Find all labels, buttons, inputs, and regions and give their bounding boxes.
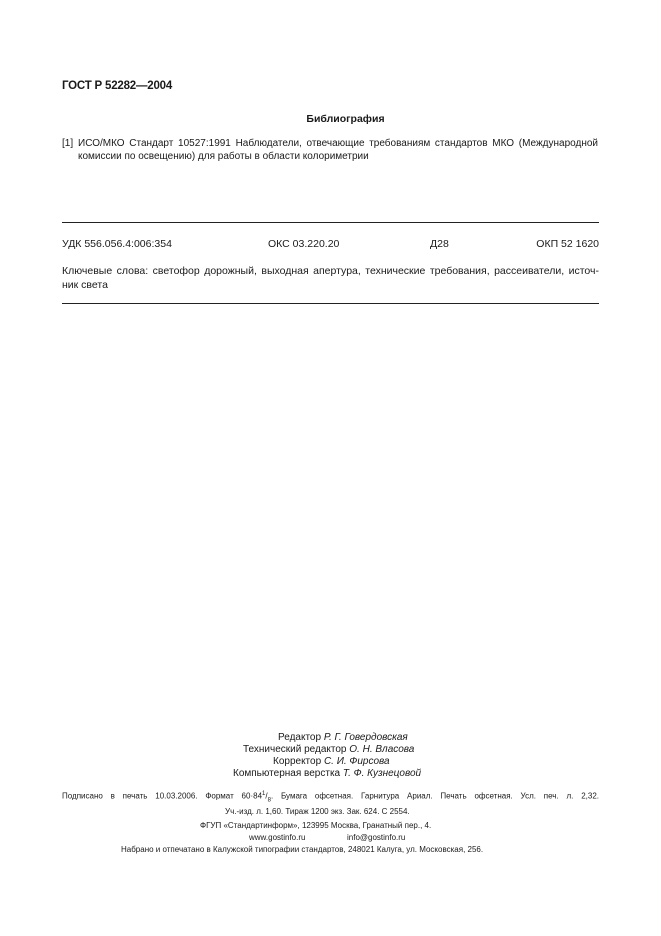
format-sup: 1 bbox=[262, 791, 266, 797]
okp-code: ОКП 52 1620 bbox=[536, 238, 599, 250]
classification-row bbox=[62, 238, 599, 252]
oks-code: ОКС 03.220.20 bbox=[268, 238, 340, 250]
d-code: Д28 bbox=[430, 238, 449, 250]
tech-editor-name: О. Н. Власова bbox=[349, 744, 415, 755]
print-signed-suffix: . Бумага офсетная. Гарнитура Ариал. Печать офсетная. Усл. печ. л. 2,32. bbox=[270, 791, 599, 801]
layout-name: Т. Ф. Кузнецовой bbox=[342, 768, 422, 779]
bibliography-entry bbox=[62, 137, 598, 163]
bibliography-entry-number: [1] bbox=[62, 138, 74, 149]
editor-label: Редактор bbox=[278, 732, 322, 743]
print-info-line-1: Подписано в печать 10.03.2006. Формат $60\cdot 84^1/_8$. Бумага офсетная. Гарнитура Ариал. Печать офсетная. Усл. печ. л. 2,32. bbox=[62, 791, 599, 804]
editor-name: Р. Г. Говердовская bbox=[323, 732, 408, 743]
document-code: ГОСТ Р 52282—2004 bbox=[62, 80, 173, 92]
print-signed-prefix: Подписано в печать 10.03.2006. Формат 60·84 bbox=[62, 791, 263, 801]
bibliography-title: Библиография bbox=[306, 113, 385, 125]
print-info-block bbox=[62, 788, 599, 818]
publisher-address: ФГУП «Стандартинформ», 123995 Москва, Гранатный пер., 4. bbox=[200, 821, 432, 830]
bottom-divider bbox=[62, 303, 599, 304]
keywords-block bbox=[62, 264, 599, 292]
keywords-line-1: Ключевые слова: светофор дорожный, выходная апертура, технические требования, рассеиватели, источ- bbox=[62, 265, 599, 277]
keywords-line-2: ник света bbox=[62, 279, 108, 291]
corrector-label: Корректор bbox=[273, 756, 322, 767]
tech-editor-label: Технический редактор bbox=[243, 744, 347, 755]
top-divider bbox=[62, 222, 599, 223]
printing-house: Набрано и отпечатано в Калужской типографии стандартов, 248021 Калуга, ул. Московская, 256. bbox=[121, 845, 484, 854]
publisher-email: info@gostinfo.ru bbox=[347, 833, 406, 842]
layout-label: Компьютерная верстка bbox=[233, 768, 341, 779]
corrector-name: С. И. Фирсова bbox=[323, 756, 390, 767]
format-sub: 8 bbox=[267, 797, 271, 804]
print-info-line-2: Уч.-изд. л. 1,60. Тираж 1200 экз. Зак. 624. С 2554. bbox=[225, 807, 410, 817]
bibliography-entry-text: ИСО/МКО Стандарт 10527:1991 Наблюдатели, отвечающие требованиям стандартов МКО (Международной комиссии по освещению) для работы в области колориметрии bbox=[78, 138, 598, 162]
publisher-website: www.gostinfo.ru bbox=[249, 833, 306, 842]
udk-code: УДК 556.056.4:006:354 bbox=[62, 238, 172, 250]
credit-layout bbox=[233, 767, 421, 780]
